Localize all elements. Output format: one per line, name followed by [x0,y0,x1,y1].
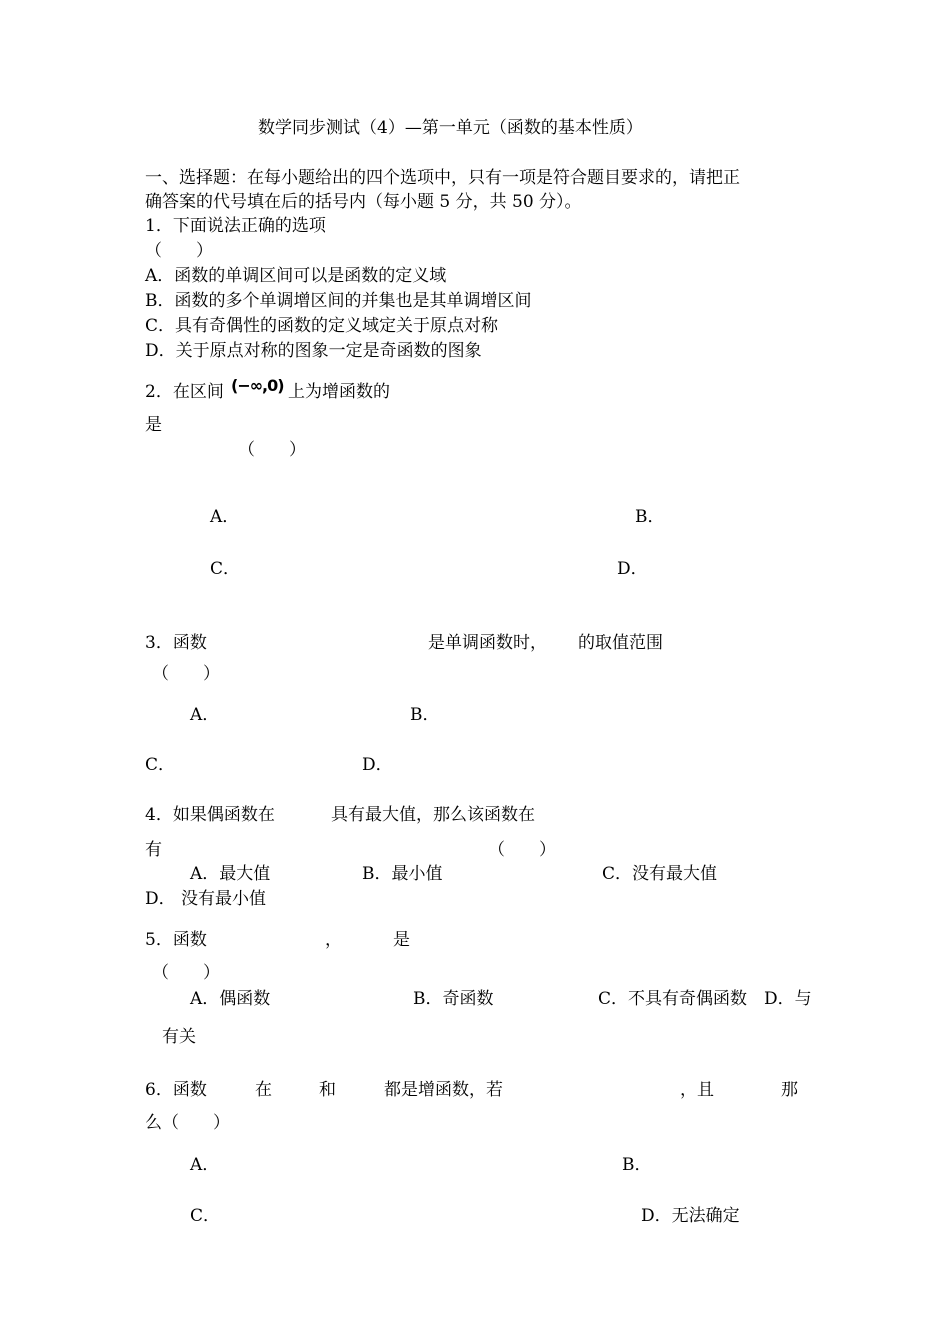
q5-option-d: D．与 [764,989,812,1009]
q6-stem-line2: 么（ ） [145,1113,230,1133]
q3-answer-paren: （ ） [152,664,220,684]
q6-stem-and-also: ，且 [680,1080,714,1100]
q1-option-a: A．函数的单调区间可以是函数的定义域 [145,266,447,286]
q1-option-b: B．函数的多个单调增区间的并集也是其单调增区间 [145,291,532,311]
q6-option-d: D．无法确定 [641,1206,740,1226]
q4-stem-end: 具有最大值，那么该函数在 [331,805,535,825]
q3-option-d: D． [362,755,393,775]
q2-option-c: C． [210,559,241,579]
q5-option-a: A．偶函数 [190,989,271,1009]
q3-stem-start: 3．函数 [145,633,207,653]
q5-option-c: C．不具有奇偶函数 [598,989,748,1009]
q6-option-a: A． [190,1155,220,1175]
q2-option-a: A． [210,507,240,527]
q3-option-c: C． [145,755,176,775]
q3-stem-mid: 是单调函数时， [428,633,547,653]
q6-stem-and: 和 [319,1080,336,1100]
q4-answer-paren: （ ） [488,840,556,860]
q1-option-d: D．关于原点对称的图象一定是奇函数的图象 [145,341,482,361]
q5-stem-start: 5．函数 [145,930,207,950]
q3-option-a: A． [190,705,220,725]
q6-option-c: C． [190,1206,221,1226]
q5-stem-end: 是 [393,930,410,950]
q2-answer-paren: （ ） [238,440,306,460]
q2-option-b: B． [635,507,665,527]
q4-stem-line2: 有 [145,840,162,860]
q5-stem-comma: ， [325,930,342,950]
q4-option-d: D． 没有最小值 [145,889,267,909]
q3-stem-end: 的取值范围 [578,633,663,653]
q5-answer-paren: （ ） [152,963,220,983]
q6-option-b: B． [622,1155,652,1175]
q2-interval-formula: (−∞,0) [231,376,284,395]
q6-stem-then: 那 [781,1080,798,1100]
q5-option-d-continuation: 有关 [162,1027,196,1047]
q1-option-c: C．具有奇偶性的函数的定义域定关于原点对称 [145,316,499,336]
section-header-line2: 确答案的代号填在后的括号内（每小题 5 分，共 50 分）。 [145,192,582,212]
q3-option-b: B． [410,705,440,725]
q5-option-b: B．奇函数 [413,989,494,1009]
q6-stem-at: 在 [255,1080,272,1100]
q6-stem-increasing: 都是增函数，若 [384,1080,503,1100]
q4-stem-start: 4．如果偶函数在 [145,805,275,825]
q4-option-c: C．没有最大值 [602,864,718,884]
page-title: 数学同步测试（4）—第一单元（函数的基本性质） [258,118,643,138]
q4-option-b: B．最小值 [362,864,443,884]
q2-option-d: D． [617,559,648,579]
section-header-line1: 一、选择题：在每小题给出的四个选项中，只有一项是符合题目要求的，请把正 [145,168,740,188]
q4-option-a: A．最大值 [190,864,271,884]
q2-stem-end: 上为增函数的 [288,382,390,402]
q2-stem-line2: 是 [145,415,162,435]
q1-answer-paren: （ ） [145,241,213,261]
q1-stem: 1．下面说法正确的选项 [145,216,326,236]
q6-stem-start: 6．函数 [145,1080,207,1100]
q2-stem-start: 2．在区间 [145,382,224,402]
